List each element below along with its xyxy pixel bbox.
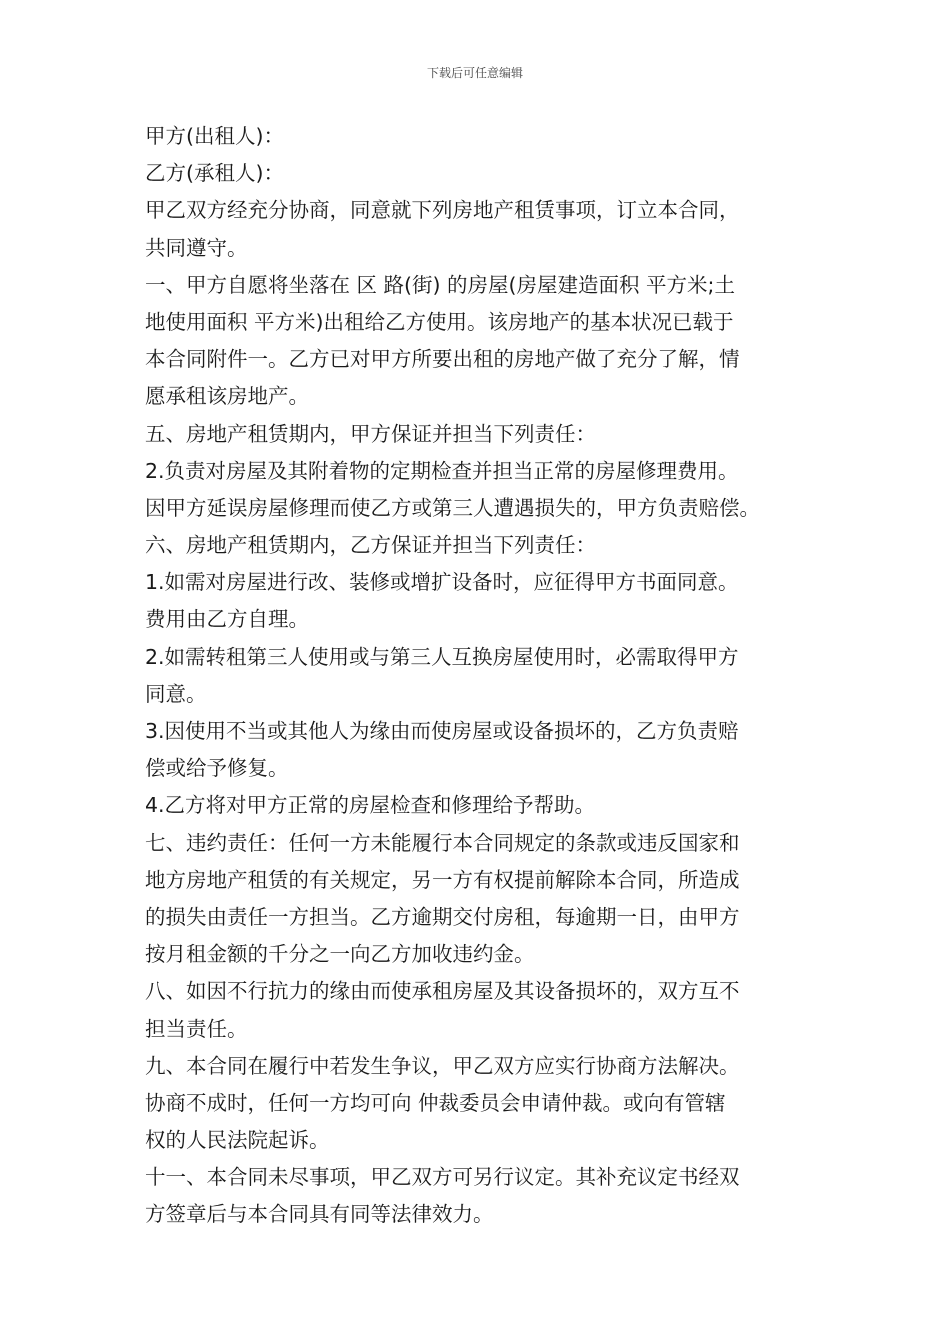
text-line: 按月租金额的千分之一向乙方加收违约金。 [145,942,535,967]
text-line: 方签章后与本合同具有同等法律效力。 [145,1202,494,1227]
text-line: 六、房地产租赁期内，乙方保证并担当下列责任： [145,533,596,558]
text-line: 八、如因不行抗力的缘由而使承租房屋及其设备损坏的，双方互不 [145,979,740,1004]
text-line: 甲方(出租人)： [145,124,284,148]
text-line: 共同遵守。 [145,235,248,260]
text-line: 的损失由责任一方担当。乙方逾期交付房租，每逾期一日，由甲方 [145,904,740,929]
text-line: 九、本合同在履行中若发生争议，甲乙双方应实行协商方法解决。 [145,1053,740,1078]
contract-body [145,118,810,1234]
text-line: 1.如需对房屋进行改、装修或增扩设备时，应征得甲方书面同意。 [145,570,739,595]
text-line: 费用由乙方自理。 [145,607,309,632]
text-line: 地方房地产租赁的有关规定，另一方有权提前解除本合同，所造成 [145,867,740,892]
text-line: 2.负责对房屋及其附着物的定期检查并担当正常的房屋修理费用。 [145,458,739,483]
page-header: 下载后可任意编辑 [426,66,523,80]
text-line: 3.因使用不当或其他人为缘由而使房屋或设备损坏的，乙方负责赔 [145,719,739,743]
text-line: 权的人民法院起诉。 [145,1128,330,1153]
text-line: 愿承租该房地产。 [145,384,309,409]
text-line: 4.乙方将对甲方正常的房屋检查和修理给予帮助。 [145,793,596,818]
text-line: 协商不成时，任何一方均可向 仲裁委员会申请仲裁。或向有管辖 [145,1090,726,1115]
text-line: 2.如需转租第三人使用或与第三人互换房屋使用时，必需取得甲方 [145,644,739,669]
text-line: 一、甲方自愿将坐落在 区 路(街) 的房屋(房屋建造面积 平方米;土 [145,272,735,297]
text-line: 十一、本合同未尽事项，甲乙双方可另行议定。其补充议定书经双 [145,1165,740,1190]
text-line: 同意。 [145,681,207,706]
text-line: 本合同附件一。乙方已对甲方所要出租的房地产做了充分了解，情 [145,347,740,372]
text-line: 因甲方延误房屋修理而使乙方或第三人遭遇损失的，甲方负责赔偿。 [145,495,760,520]
text-line: 五、房地产租赁期内，甲方保证并担当下列责任： [145,421,596,446]
text-line: 地使用面积 平方米)出租给乙方使用。该房地产的基本状况已载于 [145,309,734,334]
text-line: 乙方(承租人)： [145,161,284,186]
text-line: 甲乙双方经充分协商，同意就下列房地产租赁事项，订立本合同， [145,198,740,223]
text-line: 七、违约责任：任何一方未能履行本合同规定的条款或违反国家和 [145,830,740,855]
text-line: 偿或给予修复。 [145,756,289,781]
text-line: 担当责任。 [145,1016,248,1041]
